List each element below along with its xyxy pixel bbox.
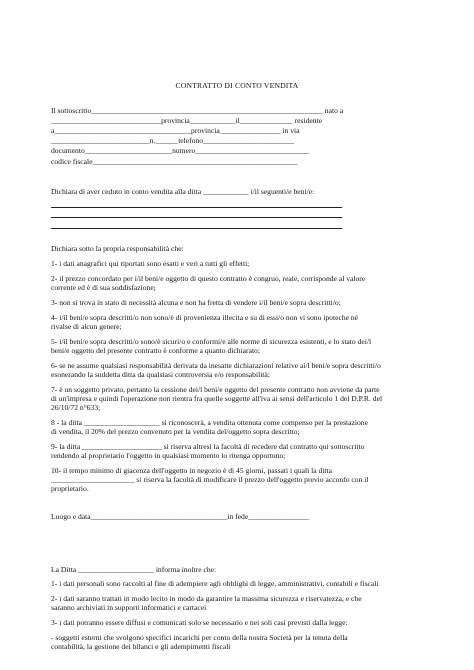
- info-4-cont: contabilità, la gestione dei bilanci e gli adempimenti fiscali: [51, 642, 231, 651]
- declaration-intro: Dichiara sotto la propria responsabilità che:: [51, 244, 184, 253]
- goods-rule: [51, 228, 342, 229]
- clause-8: 8 - la ditta ____________________ si riconoscerà, a vendita ottenuta come compenso per la prestazione: [51, 418, 368, 427]
- seller-birth-line: _____________________________provincia____________il______________ residente: [51, 116, 323, 125]
- place-date-signature: Luogo e data____________________________________in fede________________: [51, 512, 309, 521]
- clause-3: 3- non si trova in stato di necessità alcuna e non ha fretta di vendere i/il beni/e sopra descritti/o;: [51, 298, 341, 307]
- seller-name-line: Il sottoscritto_____________________________________________________________ nato a: [51, 106, 344, 115]
- clause-1: 1- i dati anagrafici qui riportati sono esatti e veri a tutti gli effetti;: [51, 259, 250, 268]
- info-3: 3- i dati potranno essere diffusi e comunicati solo se necessario e nei soli casi previsti dalla legge:: [51, 618, 348, 627]
- clause-8-cont: di vendita, il 20% del prezzo convenuto per la vendita del/oggetto sopra descritto;: [51, 427, 300, 436]
- clause-2: 2- il prezzo concordato per i/il beni/e oggetto di questo contratto è congruo, reale, corrisponde al valore: [51, 274, 366, 283]
- info-2-cont: saranno archiviati in supporti informatici e cartacei: [51, 603, 207, 612]
- seller-tax-code-line: codice fiscale______________________________________________________: [51, 157, 298, 166]
- info-2: 2- i dati saranno trattati in modo lecito in modo da garantire la massima sicurezza e riservatezza, e che: [51, 594, 362, 603]
- clause-9-cont: rendendo al proprietario l'oggetto in qualsiasi momento lo ritenga opportuno;: [51, 451, 286, 460]
- clause-7: 7- è un soggetto privato, pertanto la cessione dei/l beni/e oggetto del presente contratto non avviene da parte: [51, 385, 380, 394]
- clause-7-cont: 26/10/72 n°633;: [51, 403, 101, 412]
- seller-address-line: a____________________________________provincia________________ in via: [51, 126, 300, 135]
- clause-4-cont: rivalse di alcun genere;: [51, 322, 122, 331]
- info-intro: La Ditta ____________________ informa inoltre che:: [51, 565, 217, 574]
- seller-document-line: documento_______________________numero______________________________: [51, 146, 310, 155]
- clause-10: 10- il tempo minimo di giacenza dell'oggetto in negozio è di 45 giorni, passati i quali la ditta: [51, 466, 333, 475]
- seller-phone-line: __________________________n.______telefono________________________: [51, 136, 295, 145]
- clause-5-cont: beni/e oggetto del presente contratto è conforme a quanto dichiarato;: [51, 346, 260, 355]
- clause-4: 4- i/il beni/e sopra descritti/o non sono/è di provenienza illecita e su di essi/o non vi sono ipoteche né: [51, 313, 359, 322]
- clause-7-cont: di un'impresa e quindi l'operazione non rientra fra quelle soggette all'iva ai sensi dell'articolo 1 del D.P.R. del: [51, 394, 383, 403]
- document-title: CONTRATTO DI CONTO VENDITA: [175, 81, 299, 90]
- clause-6-cont: esonerando la suddetta ditta da qualsiasi controversia e/o responsabilità;: [51, 370, 270, 379]
- clause-10-cont: proprietario.: [51, 484, 89, 493]
- sale-declaration: Dichiara di aver ceduto in conto vendita alla ditta ____________ i/il seguenti/e beni/e:: [51, 187, 315, 196]
- goods-rule: [51, 207, 342, 208]
- goods-rule: [51, 217, 342, 218]
- clause-5: 5- i/il beni/e sopra descritti/o sono/è sicuri/o e conformi/e alle norme di sicurezza esistenti, e lo stato dei/l: [51, 337, 372, 346]
- info-1: 1- i dati personali sono raccolti al fine di adempiere agli obblighi di legge, amministrativi, contabili e fiscali: [51, 579, 379, 588]
- clause-10-cont: ______________________ si riserva la facoltà di modificare il prezzo dell'oggetto previo accordo con il: [51, 475, 369, 484]
- clause-6: 6- se ne assume qualsiasi responsabilità derivata da inesatte dichiarazioni relative ai/l beni/e sopra descritti/o: [51, 361, 381, 370]
- clause-9: 9- la ditta _____________________ si riserva altresì la facoltà di recedere dal contratto qui sottoscritto: [51, 442, 365, 451]
- clause-2-cont: corrente ed è di sua soddisfazione;: [51, 283, 156, 292]
- info-4: - soggetti esterni che svolgono specifici incarichi per conto della nostra Società per la tenuta della: [51, 633, 348, 642]
